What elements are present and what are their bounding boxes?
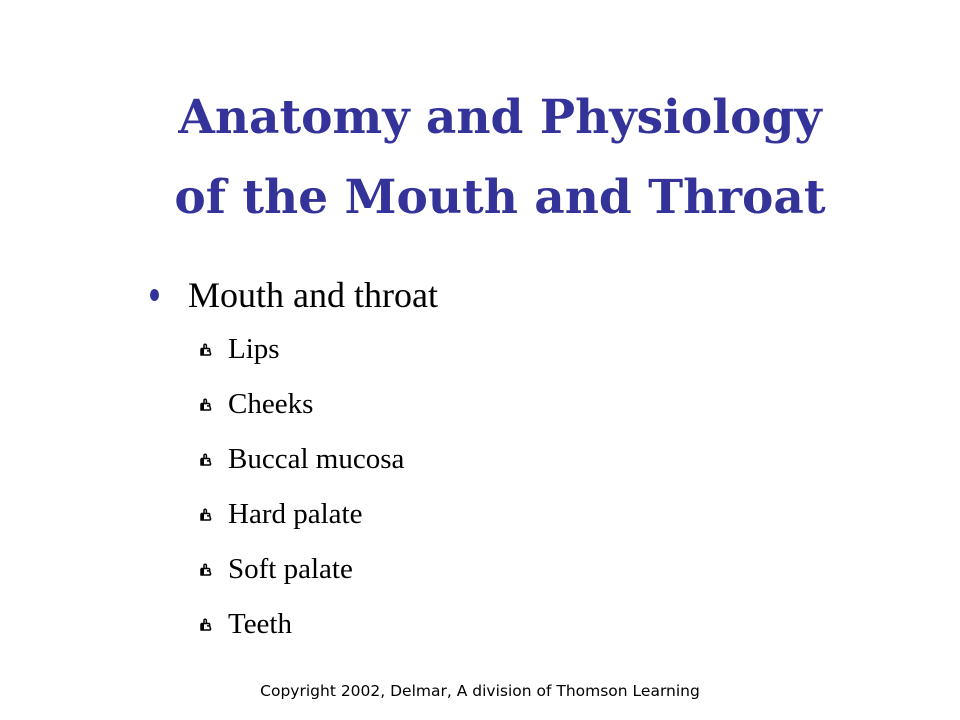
- copyright-footer: Copyright 2002, Delmar, A division of Thomson Learning: [260, 682, 700, 700]
- bullet-text: Mouth and throat: [188, 275, 438, 315]
- sub-bullet-text: Lips: [228, 333, 280, 365]
- round-bullet-icon: [150, 289, 159, 301]
- sub-bullet-item: [150, 542, 850, 597]
- sub-bullet-text: Cheeks: [228, 388, 314, 420]
- pointing-hand-icon: [200, 343, 214, 357]
- pointing-hand-icon: [200, 453, 214, 467]
- sub-bullet-item: [150, 377, 850, 432]
- pointing-hand-icon: [200, 563, 214, 577]
- sub-bullet-text: Buccal mucosa: [228, 443, 405, 475]
- sub-bullet-item: [150, 432, 850, 487]
- bullet-item-mouth-and-throat: [150, 268, 850, 322]
- pointing-hand-icon: [200, 398, 214, 412]
- title-line-1: Anatomy and Physiology: [178, 90, 822, 145]
- sub-bullet-item: [150, 487, 850, 542]
- pointing-hand-icon: [200, 618, 214, 632]
- sub-bullet-text: Hard palate: [228, 498, 363, 530]
- bullet-list: [150, 268, 850, 652]
- sub-bullet-text: Teeth: [228, 608, 292, 640]
- sub-bullet-item: [150, 597, 850, 652]
- pointing-hand-icon: [200, 508, 214, 522]
- title-line-2: of the Mouth and Throat: [174, 170, 826, 225]
- sub-bullet-text: Soft palate: [228, 553, 353, 585]
- sub-bullet-item: [150, 322, 850, 377]
- slide-title: [100, 78, 900, 238]
